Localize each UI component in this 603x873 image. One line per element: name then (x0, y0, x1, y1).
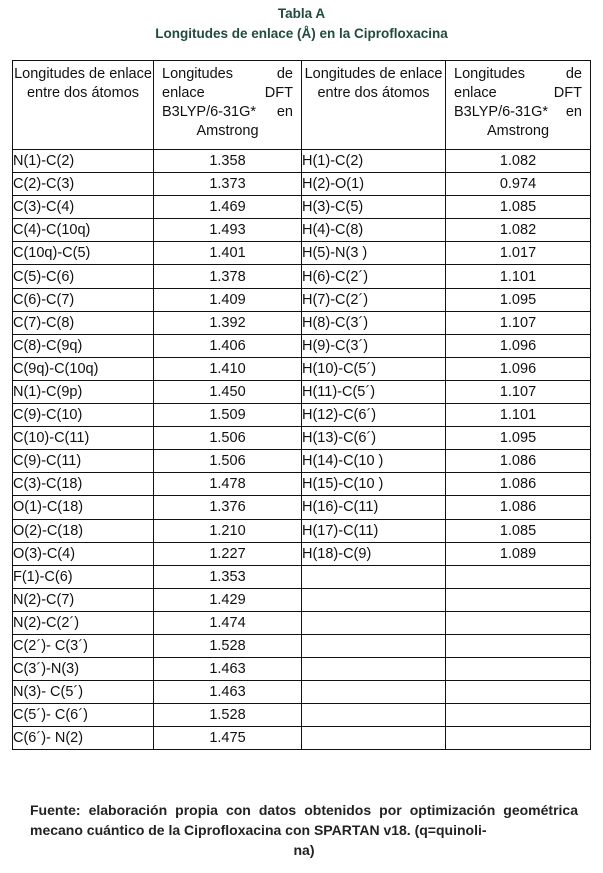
cell-length-left: 1.401 (154, 242, 302, 265)
cell-length-right (446, 611, 591, 634)
table-row (13, 496, 591, 519)
cell-length-right (446, 634, 591, 657)
cell-bond-left: N(3)- C(5´) (13, 681, 154, 704)
cell-bond-left: C(4)-C(10q) (13, 219, 154, 242)
table-title: Longitudes de enlace (Å) en la Ciprofloxacina (155, 26, 448, 41)
cell-bond-left: C(10q)-C(5) (13, 242, 154, 265)
cell-length-left: 1.469 (154, 196, 302, 219)
cell-length-right: 1.085 (446, 519, 591, 542)
cell-bond-left: C(5)-C(6) (13, 265, 154, 288)
table-row (13, 588, 591, 611)
cell-bond-left: C(7)-C(8) (13, 311, 154, 334)
cell-bond-left: C(5´)- C(6´) (13, 704, 154, 727)
cell-length-left: 1.450 (154, 380, 302, 403)
cell-length-right: 1.082 (446, 219, 591, 242)
table-label: Tabla A (277, 6, 326, 21)
table-row (13, 634, 591, 657)
cell-bond-left: C(9)-C(10) (13, 404, 154, 427)
cell-length-right: 1.096 (446, 334, 591, 357)
cell-length-right: 1.107 (446, 380, 591, 403)
cell-length-left: 1.392 (154, 311, 302, 334)
cell-length-left: 1.373 (154, 173, 302, 196)
cell-bond-right: H(5)-N(3 ) (302, 242, 446, 265)
header-bond-right: Longitudes de enlace entre dos átomos (302, 61, 446, 150)
cell-bond-left: N(2)-C(2´) (13, 611, 154, 634)
cell-length-right (446, 588, 591, 611)
source-note-text: Fuente: elaboración propia con datos obtenidos por optimización geométrica mecano cuántico de la Ciprofloxacina con SPARTAN v18. (q=quinoli- (30, 802, 578, 838)
cell-bond-right: H(11)-C(5´) (302, 380, 446, 403)
table-row (13, 357, 591, 380)
source-note (30, 800, 578, 860)
cell-bond-right (302, 681, 446, 704)
table-row (13, 473, 591, 496)
cell-length-right: 1.086 (446, 473, 591, 496)
cell-bond-right: H(15)-C(10 ) (302, 473, 446, 496)
cell-bond-left: C(8)-C(9q) (13, 334, 154, 357)
cell-length-right: 1.095 (446, 288, 591, 311)
table-row (13, 658, 591, 681)
cell-bond-right: H(8)-C(3´) (302, 311, 446, 334)
cell-length-right: 1.095 (446, 427, 591, 450)
cell-length-left: 1.227 (154, 542, 302, 565)
cell-bond-right (302, 704, 446, 727)
table-row (13, 542, 591, 565)
cell-length-right: 1.086 (446, 450, 591, 473)
cell-length-left: 1.358 (154, 150, 302, 173)
cell-bond-right: H(13)-C(6´) (302, 427, 446, 450)
cell-bond-right (302, 727, 446, 750)
cell-bond-left: C(10)-C(11) (13, 427, 154, 450)
cell-bond-right (302, 565, 446, 588)
table-row (13, 288, 591, 311)
table-row (13, 704, 591, 727)
cell-length-right: 1.089 (446, 542, 591, 565)
cell-bond-right (302, 658, 446, 681)
cell-bond-left: C(3)-C(4) (13, 196, 154, 219)
cell-bond-right: H(14)-C(10 ) (302, 450, 446, 473)
table-row (13, 427, 591, 450)
cell-length-left: 1.478 (154, 473, 302, 496)
cell-length-right (446, 658, 591, 681)
cell-bond-left: F(1)-C(6) (13, 565, 154, 588)
cell-bond-right: H(2)-O(1) (302, 173, 446, 196)
cell-length-left: 1.376 (154, 496, 302, 519)
cell-length-left: 1.463 (154, 658, 302, 681)
cell-bond-right: H(18)-C(9) (302, 542, 446, 565)
cell-bond-right: H(9)-C(3´) (302, 334, 446, 357)
cell-bond-right: H(4)-C(8) (302, 219, 446, 242)
cell-length-left: 1.528 (154, 704, 302, 727)
cell-bond-left: O(1)-C(18) (13, 496, 154, 519)
cell-bond-left: C(6)-C(7) (13, 288, 154, 311)
cell-length-left: 1.378 (154, 265, 302, 288)
source-note-tail: na) (293, 842, 315, 858)
cell-bond-left: N(1)-C(2) (13, 150, 154, 173)
cell-bond-left: C(2)-C(3) (13, 173, 154, 196)
table-row (13, 565, 591, 588)
table-row (13, 519, 591, 542)
cell-bond-left: C(6´)- N(2) (13, 727, 154, 750)
header-bond-left: Longitudes de enlace entre dos átomos (13, 61, 154, 150)
table-row (13, 334, 591, 357)
cell-bond-left: C(3´)-N(3) (13, 658, 154, 681)
cell-bond-right: H(10)-C(5´) (302, 357, 446, 380)
cell-length-right: 0.974 (446, 173, 591, 196)
cell-length-left: 1.509 (154, 404, 302, 427)
cell-bond-right: H(7)-C(2´) (302, 288, 446, 311)
cell-length-left: 1.506 (154, 450, 302, 473)
table-row (13, 196, 591, 219)
table-row (13, 150, 591, 173)
cell-length-right: 1.086 (446, 496, 591, 519)
cell-bond-left: N(1)-C(9p) (13, 380, 154, 403)
cell-length-left: 1.409 (154, 288, 302, 311)
cell-length-right: 1.085 (446, 196, 591, 219)
cell-bond-right: H(12)-C(6´) (302, 404, 446, 427)
cell-bond-right: H(3)-C(5) (302, 196, 446, 219)
cell-bond-left: N(2)-C(7) (13, 588, 154, 611)
cell-length-right (446, 681, 591, 704)
cell-length-right (446, 727, 591, 750)
cell-bond-right (302, 634, 446, 657)
table-row (13, 404, 591, 427)
cell-length-right: 1.017 (446, 242, 591, 265)
cell-bond-right: H(17)-C(11) (302, 519, 446, 542)
cell-length-right (446, 704, 591, 727)
cell-length-left: 1.506 (154, 427, 302, 450)
cell-length-left: 1.528 (154, 634, 302, 657)
cell-bond-left: O(2)-C(18) (13, 519, 154, 542)
cell-bond-left: O(3)-C(4) (13, 542, 154, 565)
cell-bond-left: C(2´)- C(3´) (13, 634, 154, 657)
cell-length-right: 1.082 (446, 150, 591, 173)
cell-length-right (446, 565, 591, 588)
table-row (13, 380, 591, 403)
table-row (13, 727, 591, 750)
cell-length-right: 1.101 (446, 404, 591, 427)
table-row (13, 173, 591, 196)
table-row (13, 611, 591, 634)
cell-length-left: 1.475 (154, 727, 302, 750)
cell-length-left: 1.429 (154, 588, 302, 611)
cell-length-left: 1.353 (154, 565, 302, 588)
header-length-right: Longitudes de enlace DFT B3LYP/6-31G* en Amstrong (446, 61, 591, 150)
cell-bond-right: H(1)-C(2) (302, 150, 446, 173)
table-row (13, 219, 591, 242)
cell-bond-left: C(9q)-C(10q) (13, 357, 154, 380)
cell-length-left: 1.474 (154, 611, 302, 634)
cell-length-left: 1.410 (154, 357, 302, 380)
cell-length-left: 1.463 (154, 681, 302, 704)
cell-length-right: 1.096 (446, 357, 591, 380)
bond-length-table (12, 60, 591, 750)
cell-length-left: 1.493 (154, 219, 302, 242)
cell-length-right: 1.101 (446, 265, 591, 288)
cell-length-left: 1.210 (154, 519, 302, 542)
cell-bond-right (302, 588, 446, 611)
cell-bond-left: C(3)-C(18) (13, 473, 154, 496)
cell-bond-right (302, 611, 446, 634)
cell-bond-right: H(6)-C(2´) (302, 265, 446, 288)
cell-bond-left: C(9)-C(11) (13, 450, 154, 473)
table-row (13, 242, 591, 265)
table-row (13, 450, 591, 473)
cell-length-left: 1.406 (154, 334, 302, 357)
header-length-left: Longitudes de enlace DFT B3LYP/6-31G* en Amstrong (154, 61, 302, 150)
cell-length-right: 1.107 (446, 311, 591, 334)
table-row (13, 311, 591, 334)
cell-bond-right: H(16)-C(11) (302, 496, 446, 519)
table-row (13, 265, 591, 288)
table-row (13, 681, 591, 704)
table-header-row (13, 61, 591, 150)
